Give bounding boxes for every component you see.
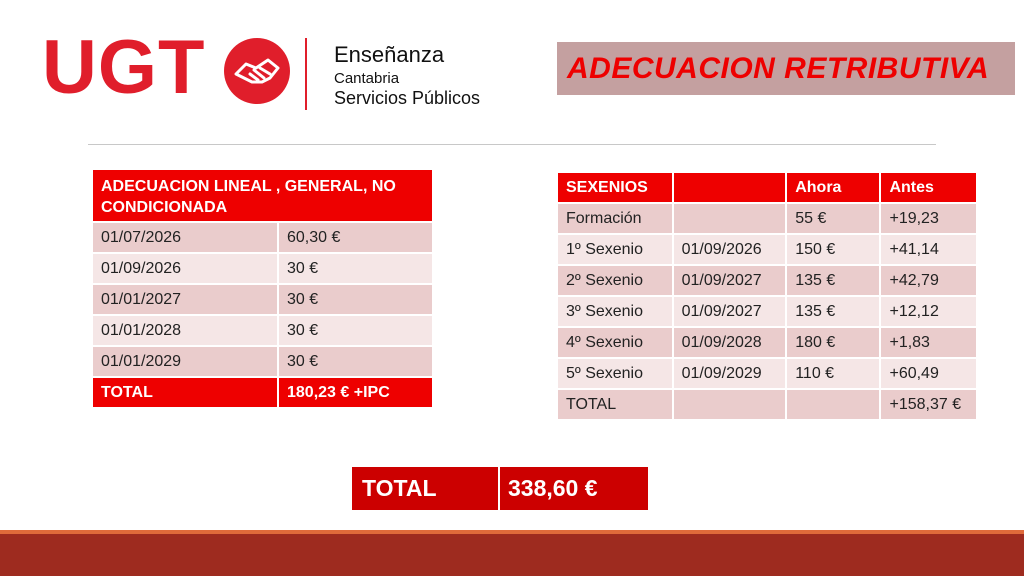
sexenio-ahora: 55 € xyxy=(786,203,880,234)
sexenio-ahora: 110 € xyxy=(786,358,880,389)
table-row xyxy=(557,358,977,389)
lineal-amount: 60,30 € xyxy=(278,222,433,253)
logo-line-2: Cantabria xyxy=(334,70,400,87)
table-row xyxy=(557,234,977,265)
sexenio-date: 01/09/2028 xyxy=(673,327,787,358)
ugt-logo xyxy=(42,25,502,114)
antes-header: Antes xyxy=(880,172,977,203)
sexenio-total-blank xyxy=(673,389,787,420)
sexenios-table xyxy=(556,171,978,421)
sexenio-antes: +41,14 xyxy=(880,234,977,265)
lineal-date: 01/01/2029 xyxy=(92,346,278,377)
table-row xyxy=(557,296,977,327)
sexenio-antes: +1,83 xyxy=(880,327,977,358)
sexenio-antes: +19,23 xyxy=(880,203,977,234)
sexenios-header: SEXENIOS xyxy=(557,172,673,203)
sexenio-antes: +12,12 xyxy=(880,296,977,327)
table-row xyxy=(92,253,433,284)
ahora-header: Ahora xyxy=(786,172,880,203)
logo-brand: UGT xyxy=(42,25,206,110)
table-row xyxy=(92,315,433,346)
divider-rule xyxy=(88,144,936,145)
sexenio-name: 1º Sexenio xyxy=(557,234,673,265)
title-box xyxy=(557,42,1015,95)
lineal-amount: 30 € xyxy=(278,346,433,377)
sexenio-date: 01/09/2027 xyxy=(673,296,787,327)
sexenio-name: Formación xyxy=(557,203,673,234)
logo-divider xyxy=(305,38,307,110)
sexenio-date: 01/09/2026 xyxy=(673,234,787,265)
logo-line-1: Enseñanza xyxy=(334,42,445,67)
grand-total-box xyxy=(352,467,648,510)
footer-bar xyxy=(0,534,1024,576)
page-title: ADECUACION RETRIBUTIVA xyxy=(567,51,990,85)
table-row xyxy=(557,327,977,358)
sexenio-ahora: 150 € xyxy=(786,234,880,265)
sexenio-ahora: 135 € xyxy=(786,265,880,296)
lineal-total-row xyxy=(92,377,433,408)
sexenio-name: 3º Sexenio xyxy=(557,296,673,327)
lineal-header: ADECUACION LINEAL , GENERAL, NO CONDICIONADA xyxy=(92,169,433,222)
sexenio-name: 2º Sexenio xyxy=(557,265,673,296)
lineal-amount: 30 € xyxy=(278,284,433,315)
lineal-date: 01/09/2026 xyxy=(92,253,278,284)
sexenio-total-blank xyxy=(786,389,880,420)
sexenio-ahora: 180 € xyxy=(786,327,880,358)
lineal-date: 01/01/2027 xyxy=(92,284,278,315)
table-row xyxy=(557,265,977,296)
table-row xyxy=(92,346,433,377)
table-header-row xyxy=(92,169,433,222)
handshake-icon xyxy=(224,38,290,104)
lineal-total-label: TOTAL xyxy=(92,377,278,408)
grand-total-value: 338,60 € xyxy=(508,475,598,501)
lineal-amount: 30 € xyxy=(278,253,433,284)
table-row xyxy=(92,222,433,253)
sexenio-total-value: +158,37 € xyxy=(880,389,977,420)
sexenio-antes: +42,79 xyxy=(880,265,977,296)
grand-total-label: TOTAL xyxy=(352,467,500,510)
table-row xyxy=(92,284,433,315)
sexenio-name: 5º Sexenio xyxy=(557,358,673,389)
lineal-date: 01/07/2026 xyxy=(92,222,278,253)
sexenio-antes: +60,49 xyxy=(880,358,977,389)
logo-line-3: Servicios Públicos xyxy=(334,88,481,108)
lineal-table xyxy=(91,168,434,409)
sexenio-total-label: TOTAL xyxy=(557,389,673,420)
lineal-total-value: 180,23 € +IPC xyxy=(278,377,433,408)
table-header-row xyxy=(557,172,977,203)
sexenio-date xyxy=(673,203,787,234)
sexenio-name: 4º Sexenio xyxy=(557,327,673,358)
sexenio-date: 01/09/2029 xyxy=(673,358,787,389)
lineal-date: 01/01/2028 xyxy=(92,315,278,346)
table-row xyxy=(557,203,977,234)
sexenios-header-blank xyxy=(673,172,787,203)
sexenios-total-row xyxy=(557,389,977,420)
sexenio-ahora: 135 € xyxy=(786,296,880,327)
lineal-amount: 30 € xyxy=(278,315,433,346)
sexenio-date: 01/09/2027 xyxy=(673,265,787,296)
